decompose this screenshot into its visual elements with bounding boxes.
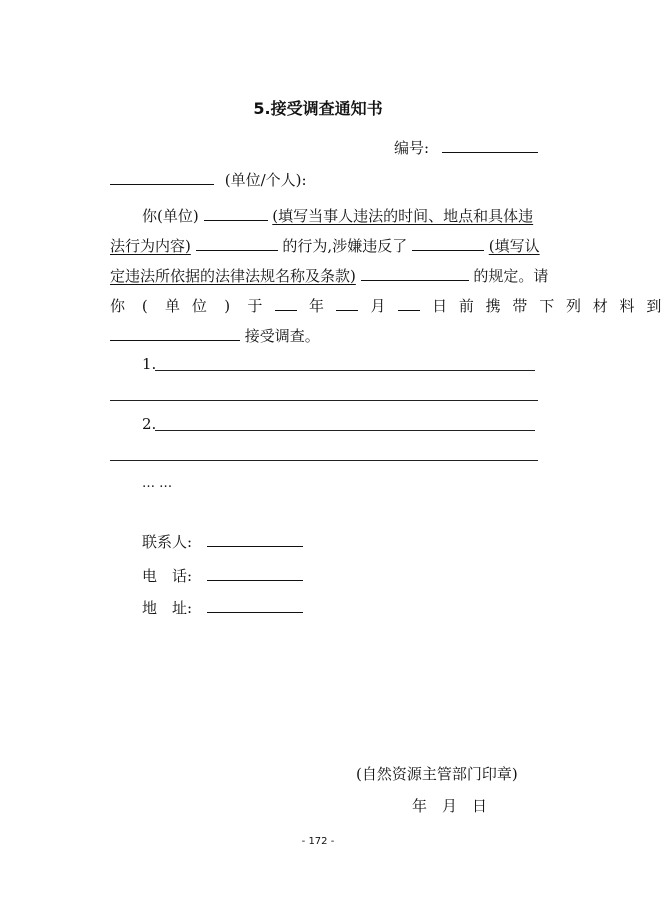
number-label: 编号: <box>394 139 430 157</box>
word: 位 <box>191 297 207 315</box>
body-mid-text: 的行为,涉嫌违反了 <box>282 237 408 255</box>
body-line3-suffix: 的规定。请 <box>473 267 549 285</box>
word: 你 <box>110 297 126 315</box>
word: 到 <box>646 297 662 315</box>
material-item-2-line <box>155 430 535 431</box>
word: 材 <box>592 297 608 315</box>
word: 料 <box>619 297 635 315</box>
violation-hint-cont: 法行为内容) <box>110 237 191 255</box>
address-blank <box>207 596 303 613</box>
contact-person-blank <box>207 530 303 547</box>
address-row <box>142 596 303 618</box>
body-prefix: 你(单位) <box>142 207 199 225</box>
contact-row <box>142 530 303 552</box>
address-label: 地 址: <box>142 599 193 617</box>
phone-label: 电 话: <box>142 567 193 585</box>
body-blank-4 <box>361 264 469 281</box>
number-field <box>394 136 538 158</box>
body-line-3 <box>110 264 548 286</box>
material-item-1-line-cont <box>110 400 538 401</box>
addressee-suffix: (单位/个人): <box>224 171 307 189</box>
body-blank-3 <box>412 234 484 251</box>
material-item-2-line-cont <box>110 460 538 461</box>
page-number: - 172 - <box>301 836 335 847</box>
addressee-line <box>110 168 307 190</box>
body-line5-suffix: 接受调查。 <box>244 327 320 345</box>
word: 列 <box>565 297 581 315</box>
body-line-5 <box>110 324 320 346</box>
month-blank <box>336 294 358 311</box>
word: 前 <box>458 297 474 315</box>
word: 下 <box>539 297 555 315</box>
word: 于 <box>247 297 263 315</box>
year-blank <box>275 294 297 311</box>
body-line-4 <box>110 294 665 316</box>
word: 携 <box>485 297 501 315</box>
word: 带 <box>512 297 528 315</box>
phone-blank <box>207 564 303 581</box>
law-hint-cont: 定违法所依据的法律法规名称及条款) <box>110 267 356 285</box>
law-hint: (填写认 <box>488 237 540 255</box>
number-blank <box>442 136 538 153</box>
body-blank-2 <box>196 234 278 251</box>
word: ( <box>141 297 148 315</box>
material-item-1-line <box>155 370 535 371</box>
violation-hint: (填写当事人违法的时间、地点和具体违 <box>272 207 534 225</box>
word: ) <box>224 297 231 315</box>
body-line-2 <box>110 234 540 256</box>
addressee-blank <box>110 168 214 185</box>
body-line-1 <box>142 204 533 226</box>
body-blank-1 <box>204 204 268 221</box>
date-text: 年 月 日 <box>412 797 488 815</box>
word: 月 <box>370 297 386 315</box>
location-blank <box>110 324 240 341</box>
word: 年 <box>308 297 324 315</box>
material-item-1-label: 1. <box>142 355 157 373</box>
seal-text: (自然资源主管部门印章) <box>356 765 518 783</box>
ellipsis: … … <box>142 476 173 491</box>
page-title: 5.接受调查通知书 <box>253 99 383 118</box>
word: 日 <box>432 297 448 315</box>
material-item-2-label: 2. <box>142 415 157 433</box>
phone-row <box>142 564 303 586</box>
day-blank <box>398 294 420 311</box>
contact-person-label: 联系人: <box>142 533 193 551</box>
word: 单 <box>165 297 181 315</box>
